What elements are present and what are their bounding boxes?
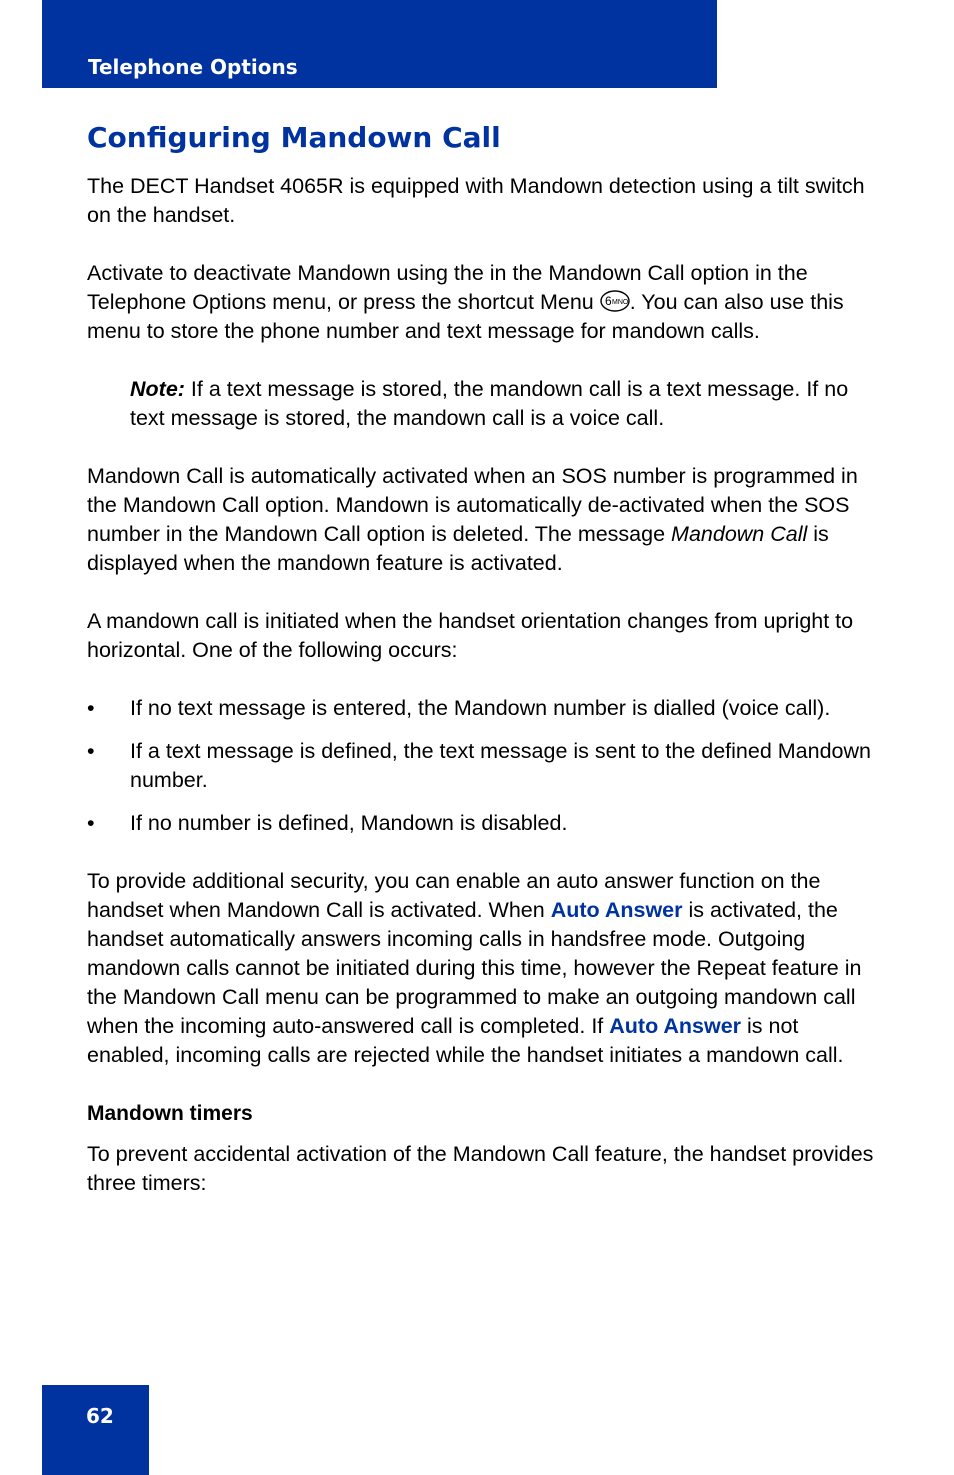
auto-answer-link[interactable]: Auto Answer xyxy=(609,1014,742,1038)
list-item xyxy=(87,694,877,723)
security-text-c: is not enabled, incoming calls are rejected while the handset initiates a mandown call. xyxy=(87,1014,844,1067)
list-item-text: If no text message is entered, the Mandown number is dialled (voice call). xyxy=(130,696,831,720)
section-title: Telephone Options xyxy=(88,55,298,79)
auto-answer-link[interactable]: Auto Answer xyxy=(550,898,683,922)
list-item xyxy=(87,809,877,838)
bullet-icon: • xyxy=(87,811,95,835)
list-item xyxy=(87,737,877,795)
page-number: 62 xyxy=(86,1404,114,1428)
main-content xyxy=(87,172,877,1198)
list-item-text: If no number is defined, Mandown is disabled. xyxy=(130,811,568,835)
activation-paragraph xyxy=(87,259,877,346)
mandown-call-message: Mandown Call xyxy=(671,522,808,546)
list-item-text: If a text message is defined, the text message is sent to the defined Mandown number. xyxy=(130,739,871,792)
security-paragraph xyxy=(87,867,877,1070)
activation-text-start: Activate to deactivate Mandown using the in the Mandown Call option in the Telephone Options menu, or press the shortcut Menu xyxy=(87,261,808,314)
page-title: Configuring Mandown Call xyxy=(87,121,501,154)
intro-paragraph xyxy=(87,172,877,230)
note-text: If a text message is stored, the mandown call is a text message. If no text message is stored, the mandown call is a voice call. xyxy=(130,377,849,430)
timers-paragraph xyxy=(87,1140,877,1198)
page-number-box xyxy=(42,1385,149,1475)
note-paragraph xyxy=(130,375,877,433)
auto-activation-paragraph xyxy=(87,462,877,578)
security-text-a: To provide additional security, you can enable an auto answer function on the handset when Mandown Call is activated. When xyxy=(87,869,821,922)
auto-activation-text-end: is displayed when the mandown feature is activated. xyxy=(87,522,829,575)
initiation-paragraph xyxy=(87,607,877,665)
svg-text:6: 6 xyxy=(604,294,612,308)
key-6-mno-icon xyxy=(600,290,630,312)
outcome-list xyxy=(87,694,877,838)
timers-text: To prevent accidental activation of the Mandown Call feature, the handset provides three timers: xyxy=(87,1142,874,1195)
bullet-icon: • xyxy=(87,739,95,763)
security-text-b: is activated, the handset automatically answers incoming calls in handsfree mode. Outgoing mandown calls cannot be initiated during this time, however the Repeat feature in the Mandown Call menu can be programmed to make an outgoing mandown call when the incoming auto-answered call is completed. If xyxy=(87,898,862,1038)
auto-activation-text-start: Mandown Call is automatically activated when an SOS number is programmed in the Mandown Call option. Mandown is automatically de-activated when the SOS number in the Mandown Call option is deleted. The message xyxy=(87,464,858,546)
activation-text-end: . You can also use this menu to store the phone number and text message for mandown calls. xyxy=(87,290,844,343)
initiation-text: A mandown call is initiated when the handset orientation changes from upright to horizontal. One of the following occurs: xyxy=(87,609,854,662)
header-bar xyxy=(42,0,717,88)
mandown-timers-heading: Mandown timers xyxy=(87,1102,253,1125)
bullet-icon: • xyxy=(87,696,95,720)
intro-text: The DECT Handset 4065R is equipped with Mandown detection using a tilt switch on the handset. xyxy=(87,174,865,227)
note-label: Note: xyxy=(130,377,185,401)
svg-text:MNO: MNO xyxy=(611,299,629,306)
